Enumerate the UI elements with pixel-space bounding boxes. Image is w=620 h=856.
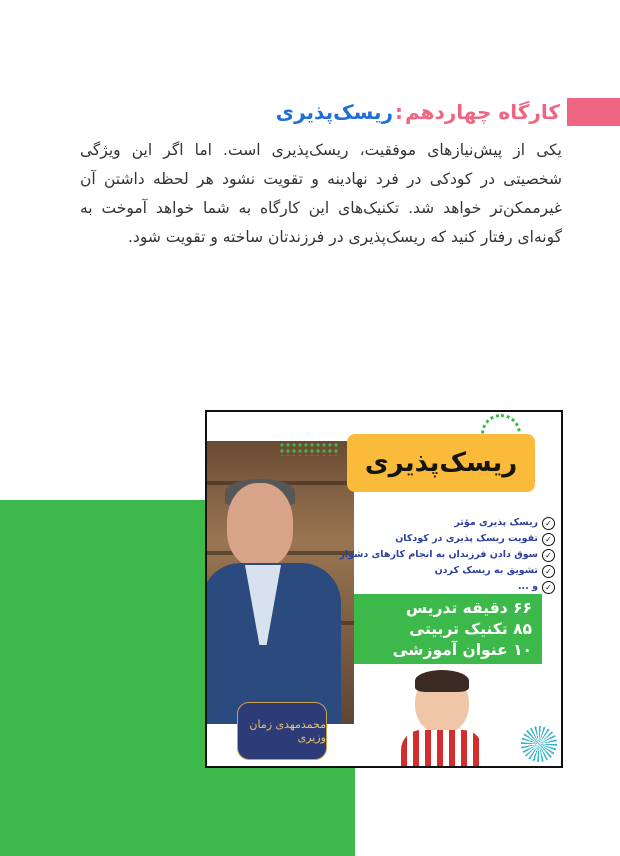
presenter-logo: محمدمهدی زمان وزیری [237, 702, 327, 760]
stat-line: ۶۶ دقیقه تدریس [405, 599, 532, 617]
heading-title: ریسک‌پذیری [275, 100, 393, 124]
checklist-item: ✓ و ... [355, 579, 555, 595]
heading-colon: : [394, 100, 403, 124]
sunburst-decoration [521, 726, 557, 762]
heading-accent-bar [567, 98, 620, 126]
body-paragraph: یکی از پیش‌نیازهای موفقیت، ریسک‌پذیری است. اما اگر این ویژگی شخصیتی در کودکی در فرد نهادینه و تقویت نشود هر لحظه داشتن آن غیرممکن‌تر خواهد شد. تکنیک‌های این کارگاه به شما خواهد آموخت به گونه‌ای رفتار کنید که ریسک‌پذیری در فرزندتان ساخته و تقویت شود. [80, 141, 562, 246]
checklist-item: ✓ ریسک پذیری مؤثر [355, 515, 555, 531]
section-heading [276, 96, 560, 128]
check-icon: ✓ [542, 581, 555, 594]
promo-image [205, 410, 563, 768]
stats-box [354, 594, 542, 664]
child-photo [397, 668, 487, 766]
promo-title-box [347, 434, 535, 492]
promo-checklist [339, 515, 555, 595]
stat-line: ۸۵ تکنیک تربیتی [409, 620, 532, 638]
check-icon: ✓ [542, 517, 555, 530]
check-icon: ✓ [542, 549, 555, 562]
check-icon: ✓ [542, 533, 555, 546]
check-icon: ✓ [542, 565, 555, 578]
presenter-photo [207, 441, 354, 724]
checklist-item: ✓ تقویت ریسک پذیری در کودکان [355, 531, 555, 547]
dots-decoration [279, 442, 339, 456]
heading-prefix: کارگاه چهاردهم [404, 100, 560, 124]
checklist-item: ✓ سوق دادن فرزندان به انجام کارهای دشوار [355, 547, 555, 563]
stat-line: ۱۰ عنوان آموزشی [392, 641, 532, 659]
promo-title: ریسک‌پذیری [364, 448, 518, 478]
checklist-item: ✓ تشویق به ریسک کردن [355, 563, 555, 579]
